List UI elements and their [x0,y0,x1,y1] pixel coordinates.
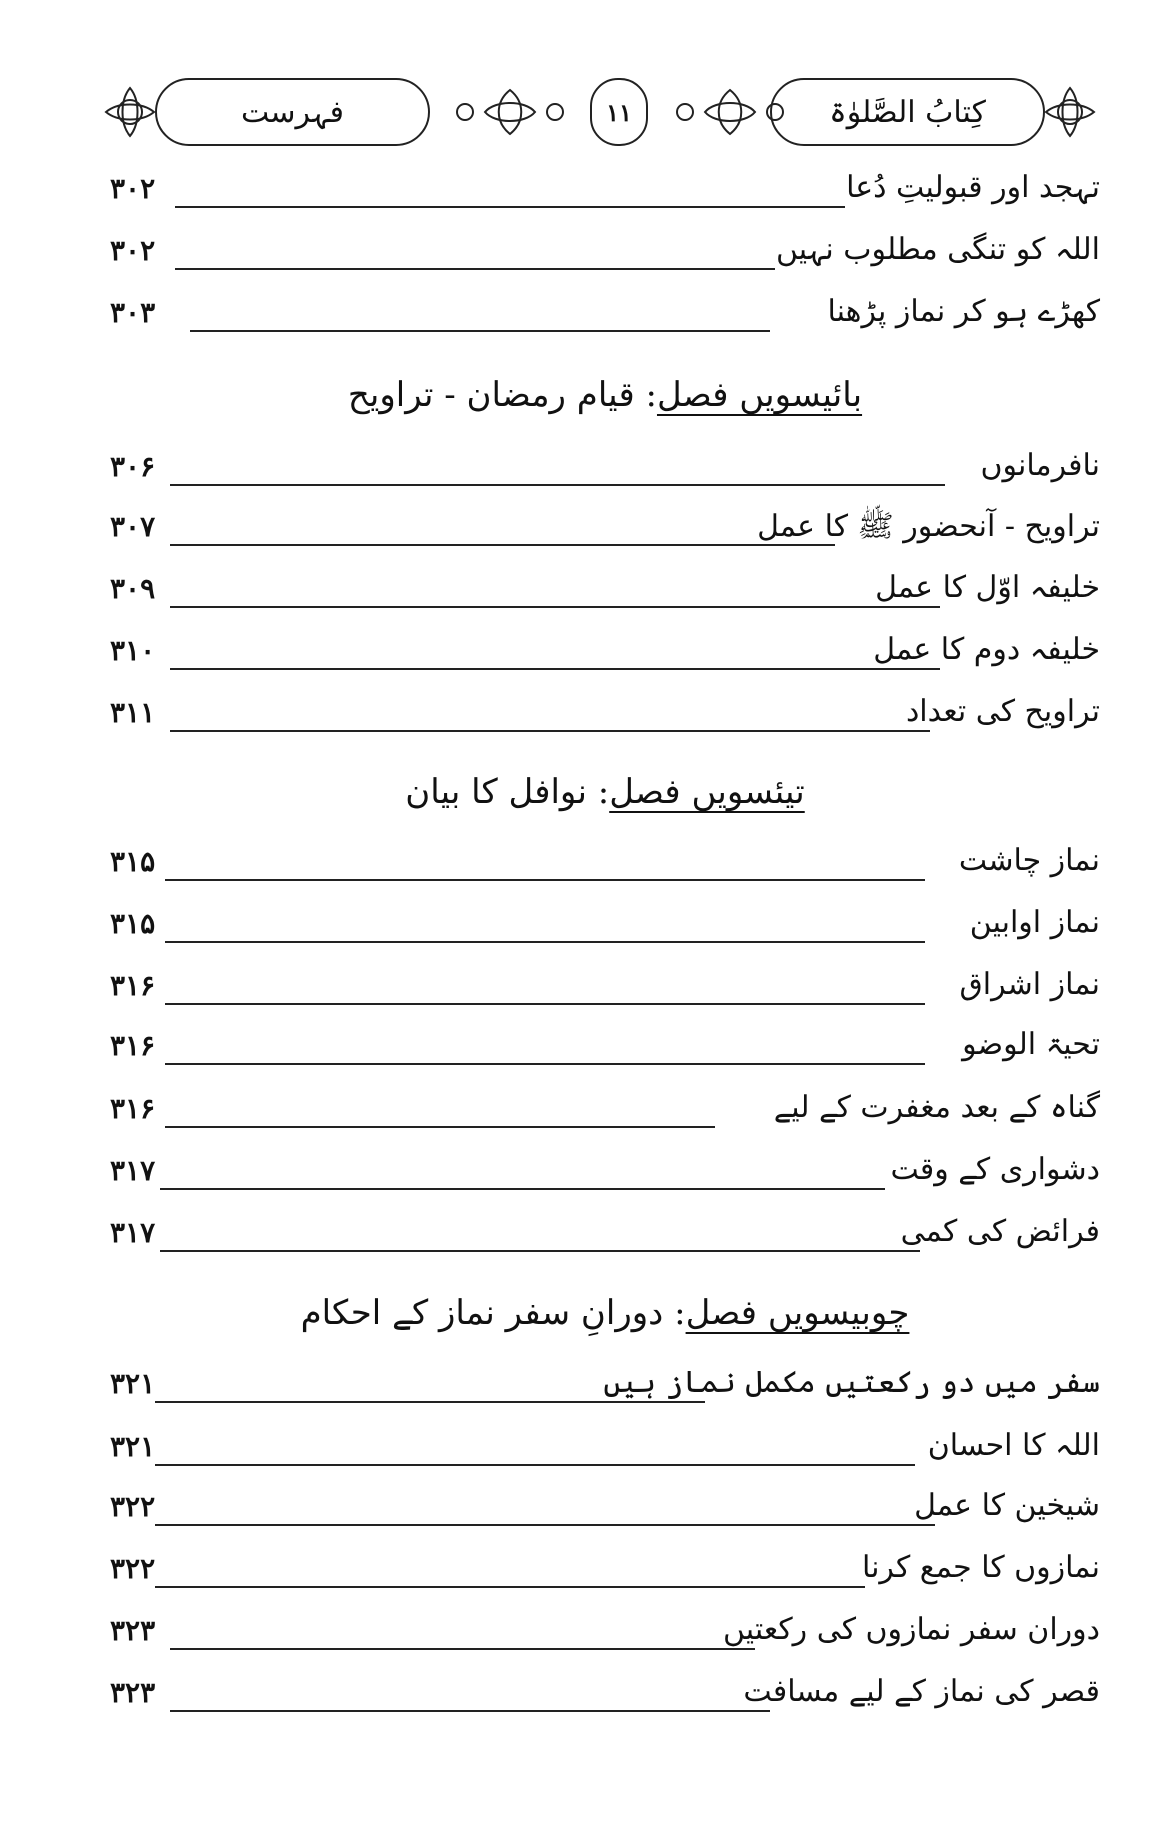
toc-title: اللہ کو تنگی مطلوب نہیں [775,232,1100,267]
toc-entry [110,905,1100,951]
toc-entry [110,1550,1100,1596]
dotted-leader [190,330,770,332]
toc-page-number: ۳۰۶ [110,450,156,483]
toc-title: کھڑے ہو کر نماز پڑھنا [827,294,1100,329]
toc-title: سفر میں دو رکعتیں مکمل نماز ہیں [603,1365,1100,1400]
toc-title: نماز اشراق [959,967,1100,1002]
page-header [100,70,1100,160]
dotted-leader [155,1464,915,1466]
floral-ornament-icon [100,82,160,142]
toc-entry [110,1027,1100,1073]
toc-page-number: ۳۲۱ [110,1367,156,1400]
toc-entry [110,1090,1100,1136]
toc-entry [110,843,1100,889]
section-text: : قیام رمضان - تراویح [347,375,657,415]
dotted-leader [165,1126,715,1128]
toc-page-number: ۳۰۷ [110,510,156,543]
book-title: کِتابُ الصَّلوٰۃ [829,94,986,130]
toc-title: دوران سفر نمازوں کی رکعتیں [722,1612,1100,1647]
section-label: بائیسویں فصل [656,375,863,415]
floral-ornament-icon [450,82,570,142]
dotted-leader [165,1063,925,1065]
toc-title: دشواری کے وقت [890,1152,1100,1187]
dotted-leader [175,268,775,270]
dotted-leader [165,941,925,943]
toc-entry [110,694,1100,740]
toc-page-number: ۳۱۶ [110,1092,156,1125]
dotted-leader [170,1648,755,1650]
toc-entry [110,632,1100,678]
dotted-leader [155,1586,865,1588]
toc-entry [110,170,1100,216]
toc-page-number: ۳۰۹ [110,572,156,605]
dotted-leader [175,206,845,208]
toc-title: تراویح کی تعداد [905,694,1100,729]
toc-page-number: ۳۱۷ [110,1154,156,1187]
toc-page-number: ۳۱۵ [110,845,156,878]
dotted-leader [155,1401,705,1403]
toc-title: اللہ کا احسان [927,1428,1100,1463]
toc-title: نماز چاشت [958,843,1100,878]
dotted-leader [155,1524,935,1526]
dotted-leader [170,484,945,486]
toc-page-number: ۳۲۳ [110,1676,156,1709]
dotted-leader [160,1188,885,1190]
toc-title: خلیفہ دوم کا عمل [873,632,1100,667]
dotted-leader [160,1250,920,1252]
section-heading [110,1292,1100,1333]
dotted-leader [165,1003,925,1005]
header-frame-right [770,78,1045,146]
toc-page-number: ۳۰۳ [110,296,156,329]
toc-title: گناہ کے بعد مغفرت کے لیے [773,1090,1100,1125]
toc-page-number: ۳۲۲ [110,1552,156,1585]
section-label: تیئسویں فصل [609,772,805,812]
dotted-leader [165,879,925,881]
toc-page-number: ۳۱۶ [110,1029,156,1062]
toc-entry [110,1152,1100,1198]
section-text: : نوافل کا بیان [405,772,610,812]
toc-page-number: ۳۲۳ [110,1614,156,1647]
section-label: چوبیسویں فصل [685,1293,910,1333]
toc-title: فرائض کی کمی [900,1214,1100,1249]
dotted-leader [170,606,940,608]
toc-title: نمازوں کا جمع کرنا [861,1550,1100,1585]
toc-title: شیخین کا عمل [914,1488,1100,1523]
toc-entry [110,1612,1100,1658]
toc-title: تہجد اور قبولیتِ دُعا [846,170,1100,205]
toc-page-number: ۳۱۵ [110,907,156,940]
header-frame-left [155,78,430,146]
toc-entry [110,232,1100,278]
toc-page-number: ۳۱۰ [110,634,156,667]
toc-title: نماز اوابین [969,905,1100,940]
dotted-leader [170,730,930,732]
toc-entry [110,1428,1100,1474]
page-number: ۱۱ [606,97,632,127]
toc-page-number: ۳۰۲ [110,172,156,205]
dotted-leader [170,668,940,670]
toc-entry [110,1365,1100,1411]
section-title: فہرست [240,94,345,130]
section-heading [110,375,1100,415]
section-heading [110,772,1100,812]
toc-title: خلیفہ اوّل کا عمل [875,570,1100,605]
toc-page-number: ۳۰۲ [110,234,156,267]
toc-page-number: ۳۱۷ [110,1216,156,1249]
toc-page-number: ۳۱۶ [110,969,156,1002]
toc-entry [110,294,1100,340]
toc-entry [110,570,1100,616]
toc-title: قصر کی نماز کے لیے مسافت [743,1674,1100,1709]
toc-entry [110,1488,1100,1534]
toc-entry [110,448,1100,494]
toc-title: تراویح - آنحضور ﷺ کا عمل [757,509,1100,544]
toc-title: نافرمانوں [980,448,1100,483]
toc-entry [110,1214,1100,1260]
toc-page-number: ۳۱۱ [110,696,156,729]
toc-title: تحیۃ الوضو [962,1027,1100,1062]
toc-entry [110,508,1100,554]
dotted-leader [170,1710,770,1712]
toc-entry [110,967,1100,1013]
toc-entry [110,1674,1100,1720]
toc-page-number: ۳۲۱ [110,1430,156,1463]
toc-page-number: ۳۲۲ [110,1490,156,1523]
section-text: : دورانِ سفر نماز کے احکام [300,1293,686,1333]
header-frame-center [590,78,648,146]
floral-ornament-icon [1040,82,1100,142]
dotted-leader [170,544,835,546]
